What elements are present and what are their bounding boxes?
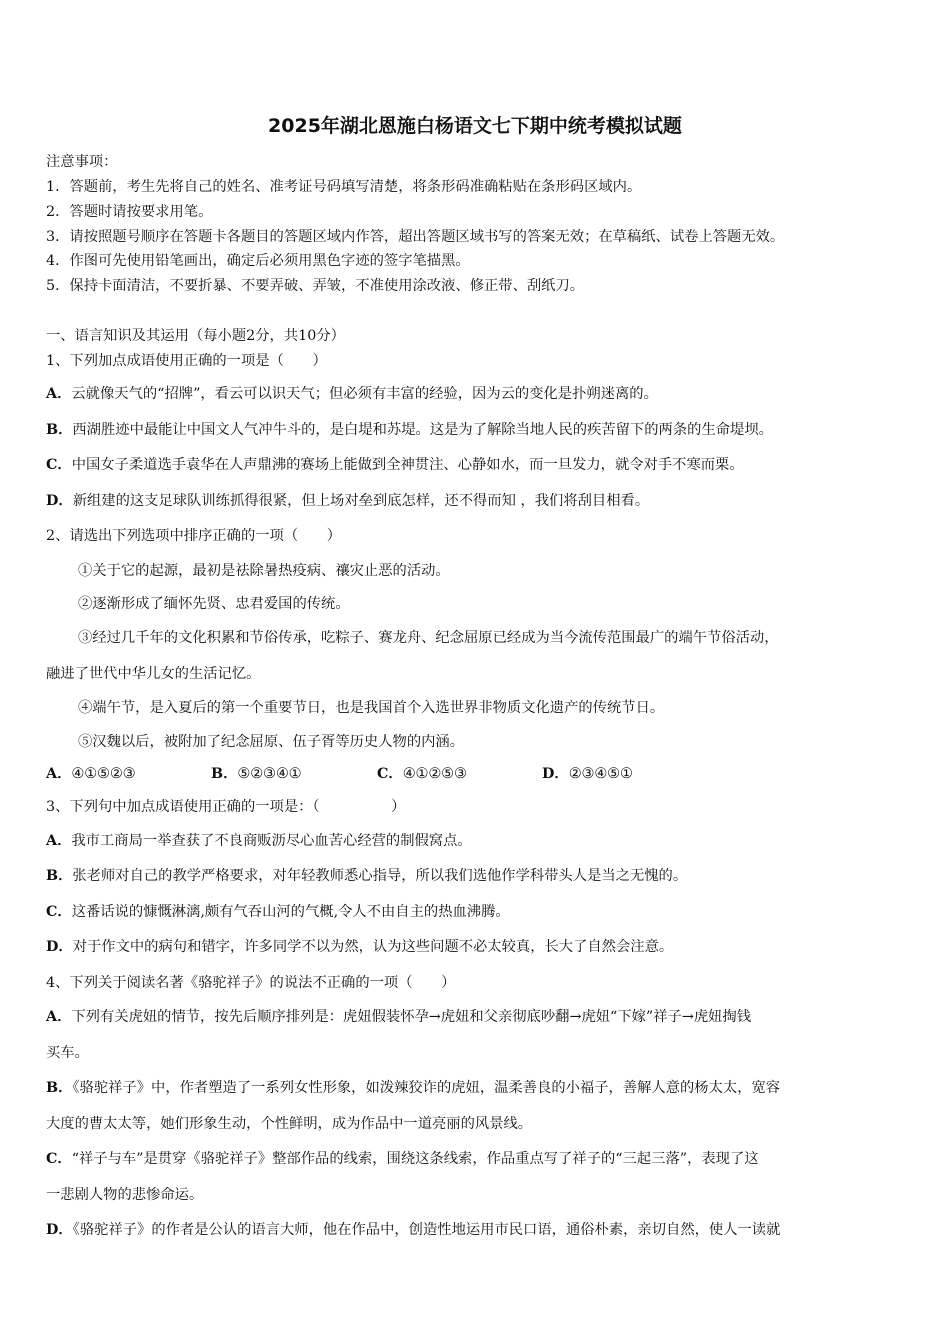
notice-heading: 注意事项： [46,154,118,170]
option-text: ⑤②③④① [237,766,302,782]
option-text: 中国女子柔道选手袁华在人声鼎沸的赛场上能做到全神贯注、心静如水，而一旦发力，就令对手不寒而栗。 [71,457,744,473]
q1-stem: 1、下列加点成语使用正确的一项是（ ） [46,353,327,369]
q2-sentence-3-cont: 融进了世代中华儿女的生活记忆。 [46,666,261,682]
option-label: D． [46,939,73,955]
option-text: 我市工商局一举查获了不良商贩沥尽心血苦心经营的制假窝点。 [71,833,472,849]
option-text: 张老师对自己的教学严格要求，对年轻教师悉心指导，所以我们选他作学科带头人是当之无愧的。 [72,868,688,884]
q2-sentence-5: ⑤汉魏以后，被附加了纪念屈原、伍子胥等历史人物的内涵。 [78,734,465,750]
q2-sentence-3: ③经过几千年的文化积累和节俗传承，吃粽子、赛龙舟、纪念屈原已经成为当今流传范围最广的端午节俗活动， [78,630,779,646]
q3-option-b [46,866,687,886]
option-label: C． [46,1151,72,1167]
option-label: B． [46,422,73,438]
q2-option-c [377,764,542,784]
q4-option-d [46,1220,780,1240]
notice-item-2: 2．答题时请按要求用笔。 [46,204,213,220]
option-label: B． [46,1080,73,1096]
q2-option-a [46,764,211,784]
option-label: A． [46,766,72,782]
q2-option-d [542,764,633,784]
q2-options [46,764,633,784]
option-text: 下列有关虎妞的情节，按先后顺序排列是：虎妞假装怀孕→虎妞和父亲彻底吵翻→虎妞“下嫁”祥子→虎妞掏钱 [71,1009,752,1025]
q4-option-a-cont: 买车。 [46,1045,89,1061]
option-label: A． [46,833,72,849]
notice-item-1: 1．答题前，考生先将自己的姓名、准考证号码填写清楚，将条形码准确粘贴在条形码区域内。 [46,179,642,195]
option-text: 对于作文中的病句和错字，许多同学不以为然，认为这些问题不必太较真，长大了自然会注意。 [72,939,674,955]
q2-stem: 2、请选出下列选项中排序正确的一项（ ） [46,528,342,544]
q2-sentence-1: ①关于它的起源，最初是祛除暑热疫病、禳灾止恶的活动。 [78,563,450,579]
q4-option-b [46,1078,780,1098]
option-text: ④①②⑤③ [402,766,467,782]
q1-option-a [46,384,658,404]
option-label: D． [46,1222,73,1238]
section-heading: 一、语言知识及其运用（每小题2分，共10分） [46,328,345,344]
q1-option-d [46,491,649,511]
notice-item-3: 3．请按照题号顺序在答题卡各题目的答题区域内作答，超出答题区域书写的答案无效；在草稿纸、试卷上答题无效。 [46,229,785,245]
q4-option-b-cont: 大度的曹太太等，她们形象生动，个性鲜明，成为作品中一道亮丽的风景线。 [46,1116,533,1132]
option-text: 《骆驼祥子》中，作者塑造了一系列女性形象，如泼辣狡诈的虎妞，温柔善良的小福子，善解人意的杨太太，宽容 [72,1080,781,1096]
option-label: C． [46,457,72,473]
q2-sentence-2: ②逐渐形成了缅怀先贤、忠君爱国的传统。 [78,596,350,612]
option-text: ④①⑤②③ [71,766,136,782]
option-label: C． [377,766,403,782]
option-label: A． [46,1009,72,1025]
option-text: 云就像天气的“招牌”，看云可以识天气；但必须有丰富的经验，因为云的变化是扑朔迷离的。 [71,386,658,402]
q2-sentence-4: ④端午节，是入夏后的第一个重要节日，也是我国首个入选世界非物质文化遗产的传统节日。 [78,700,665,716]
q3-option-d [46,937,673,957]
notice-item-4: 4．作图可先使用铅笔画出，确定后必须用黑色字迹的签字笔描黑。 [46,253,470,269]
option-text: “祥子与车”是贯穿《骆驼祥子》整部作品的线索，围绕这条线索，作品重点写了祥子的“三起三落”，表现了这 [71,1151,759,1167]
page-title: 2025年湖北恩施白杨语文七下期中统考模拟试题 [268,115,682,137]
option-label: A． [46,386,72,402]
q4-option-c-cont: 一悲剧人物的悲惨命运。 [46,1187,204,1203]
q1-option-b [46,420,773,440]
notice-item-5: 5．保持卡面清洁，不要折暴、不要弄破、弄皱，不准使用涂改液、修正带、刮纸刀。 [46,278,585,294]
option-label: D． [542,766,569,782]
option-text: 这番话说的慷慨淋漓,颇有气吞山河的气概,令人不由自主的热血沸腾。 [71,904,510,920]
option-label: C． [46,904,72,920]
q3-option-a [46,831,472,851]
option-label: B． [211,766,238,782]
option-text: 《骆驼祥子》的作者是公认的语言大师，他在作品中，创造性地运用市民口语，通俗朴素，亲切自然，使人一读就 [72,1222,781,1238]
option-text: 西湖胜迹中最能让中国文人气冲牛斗的，是白堤和苏堤。这是为了解除当地人民的疾苦留下的两条的生命堤坝。 [72,422,773,438]
option-text: 新组建的这支足球队训练抓得很紧，但上场对垒到底怎样，还不得而知 ，我们将刮目相看。 [72,493,650,509]
q2-option-b [211,764,377,784]
q4-option-a [46,1007,751,1027]
option-label: B． [46,868,73,884]
option-text: ②③④⑤① [568,766,633,782]
option-label: D． [46,493,73,509]
q4-stem: 4、下列关于阅读名著《骆驼祥子》的说法不正确的一项（ ） [46,975,456,991]
q3-option-c [46,902,510,922]
q4-option-c [46,1149,759,1169]
q1-option-c [46,455,744,475]
q3-stem: 3、下列句中加点成语使用正确的一项是：（ ） [46,799,406,815]
